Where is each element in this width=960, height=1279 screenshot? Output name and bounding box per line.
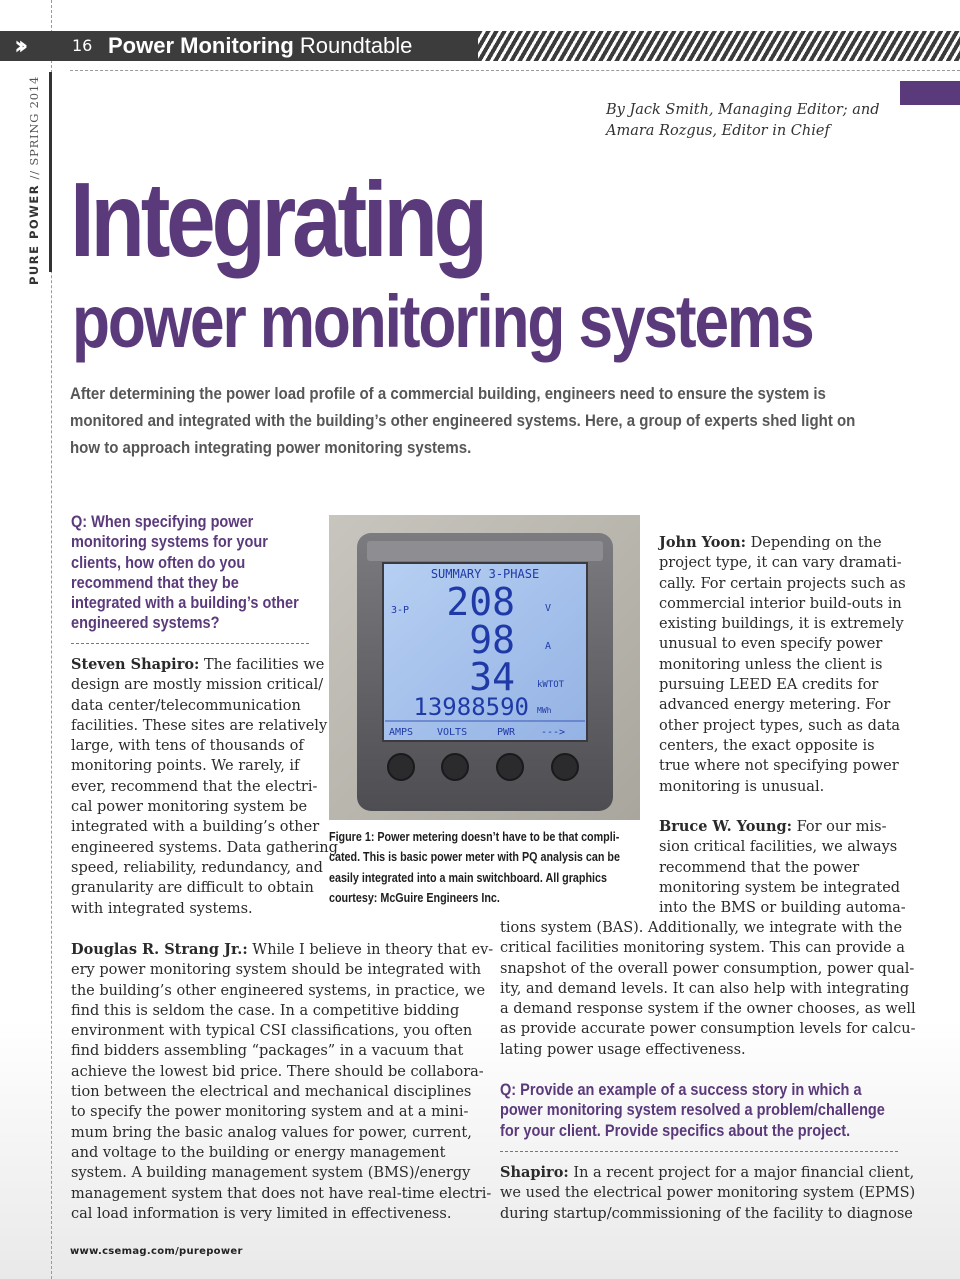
answer-line: ery power monitoring system should be integrated with xyxy=(71,962,482,979)
meter-bezel-top xyxy=(367,541,603,561)
question-line: integrated with a building’s other xyxy=(71,594,299,613)
answer-line: cal load information is very limited in effectiveness. xyxy=(71,1205,452,1222)
meter-menu-amps: AMPS xyxy=(389,727,414,738)
byline-line: By Jack Smith, Managing Editor; and xyxy=(606,102,880,118)
answer-line: centers, the exact opposite is xyxy=(659,737,875,754)
answer-line: achieve the lowest bid price. There should be collabora- xyxy=(71,1063,484,1080)
answer-line: engineered systems. Data gathering xyxy=(71,839,338,856)
answer-strang xyxy=(71,940,494,1224)
issue-label xyxy=(27,55,47,285)
question-2 xyxy=(500,1080,910,1141)
answer-line: with integrated systems. xyxy=(71,900,253,917)
answer-text: In a recent project for a major financial client, xyxy=(568,1165,915,1181)
accent-tab xyxy=(900,81,960,105)
answer-line: sion critical facilities, we always xyxy=(659,839,898,856)
publication-name: PURE POWER xyxy=(27,183,41,285)
section-title xyxy=(108,31,412,61)
answer-line: other project types, such as data xyxy=(659,717,901,734)
answer-shapiro-2 xyxy=(500,1163,916,1224)
answer-line: monitoring system be integrated xyxy=(659,879,901,896)
answer-line: facilities. These sites are relatively xyxy=(71,717,328,734)
deck-line: After determining the power load profile of a commercial building, engineers need to ensure the system is xyxy=(70,385,826,403)
question-line: power monitoring system resolved a problem/challenge xyxy=(500,1101,885,1120)
answer-text: While I believe in theory that ev- xyxy=(247,942,494,958)
headline-line-1: Integrating xyxy=(70,161,484,279)
answer-text: Depending on the xyxy=(746,535,882,551)
answer-line: tion between the electrical and mechanical disciplines xyxy=(71,1084,472,1101)
figure-caption xyxy=(329,827,649,908)
answer-text: The facilities we xyxy=(199,657,325,673)
question-line: Q: Provide an example of a success story in which a xyxy=(500,1081,862,1099)
answer-line: management system that does not have real-time electri- xyxy=(71,1185,492,1202)
double-chevron-right-icon: ›› xyxy=(14,31,22,61)
meter-button xyxy=(497,754,523,780)
answer-line: speed, reliability, redundancy, and xyxy=(71,859,323,876)
answer-line: tions system (BAS). Additionally, we integrate with the xyxy=(500,920,903,936)
caption-line: easily integrated into a main switchboard. All graphics xyxy=(329,870,607,885)
section-title-bold: Power Monitoring xyxy=(108,33,294,58)
answer-line: large, with tens of thousands of xyxy=(71,738,304,755)
question-line: for your client. Provide specifics about the project. xyxy=(500,1121,851,1140)
answer-first-line xyxy=(659,817,919,837)
answer-young xyxy=(659,817,919,918)
answer-line: design are mostly mission critical/ xyxy=(71,677,324,694)
header-hatch-pattern xyxy=(478,31,960,61)
question-1-rule xyxy=(71,643,309,644)
answer-line: the building’s other engineered systems, in practice, we xyxy=(71,982,486,999)
answer-line: monitoring is unusual. xyxy=(659,778,825,795)
speaker-name: John Yoon: xyxy=(659,534,746,551)
answer-first-line xyxy=(71,655,325,675)
meter-unit-amps: A xyxy=(545,641,552,652)
margin-bar xyxy=(49,72,52,272)
meter-unit-mwh: MWh xyxy=(537,706,552,715)
speaker-name: Steven Shapiro: xyxy=(71,656,200,673)
answer-line: integrated with a building’s other xyxy=(71,819,320,836)
meter-menu-volts: VOLTS xyxy=(437,727,468,738)
meter-power: 34 xyxy=(469,655,515,699)
answer-shapiro-1 xyxy=(71,655,338,919)
answer-line: advanced energy metering. For xyxy=(659,697,891,714)
answer-line: data center/telecommunication xyxy=(71,697,301,714)
deck-line: monitored and integrated with the building’s other engineered systems. Here, a group of experts shed light on xyxy=(70,412,856,430)
headline-line-2: power monitoring systems xyxy=(72,280,813,363)
meter-unit-volts: V xyxy=(545,603,552,614)
question-2-rule xyxy=(500,1151,898,1152)
meter-voltage: 208 xyxy=(446,580,515,624)
answer-first-line xyxy=(71,940,494,960)
section-title-light: Roundtable xyxy=(293,33,413,58)
byline-line: Amara Rozgus, Editor in Chief xyxy=(606,123,830,139)
question-line: Q: When specifying power xyxy=(71,513,254,531)
answer-line: true where not specifying power xyxy=(659,758,899,775)
caption-line: cated. This is basic power meter with PQ analysis can be xyxy=(329,850,620,865)
meter-menu-next: ---> xyxy=(541,727,566,738)
answer-line: as provide accurate power consumption levels for calcu- xyxy=(500,1021,916,1038)
question-line: monitoring systems for your xyxy=(71,533,268,552)
meter-energy: 13988590 xyxy=(413,693,529,721)
answer-line: and voltage to the building or energy management xyxy=(71,1144,446,1161)
answer-line: system. A building management system (BMS)/energy xyxy=(71,1165,471,1182)
speaker-name: Douglas R. Strang Jr.: xyxy=(71,941,248,958)
deck xyxy=(70,381,950,462)
caption-line: Figure 1: Power metering doesn’t have to be that compli- xyxy=(329,830,620,844)
answer-yoon xyxy=(659,533,919,797)
meter-unit-kw: kWTOT xyxy=(537,680,565,690)
answer-line: existing buildings, it is extremely xyxy=(659,616,904,633)
answer-line: snapshot of the overall power consumption, power qual- xyxy=(500,960,915,977)
answer-line: recommend that the power xyxy=(659,859,860,876)
figure-photo xyxy=(329,515,640,820)
answer-line: commercial interior build-outs in xyxy=(659,595,902,612)
page-number: 16 xyxy=(72,36,93,55)
answer-line: cal power monitoring system be xyxy=(71,799,308,816)
question-line: clients, how often do you xyxy=(71,553,246,572)
question-1 xyxy=(71,512,321,634)
answer-line: ity, and demand levels. It can also help with integrating xyxy=(500,980,910,997)
answer-line: find this is seldom the case. In a competitive bidding xyxy=(71,1002,460,1019)
answer-line: we used the electrical power monitoring system (EPMS) xyxy=(500,1185,916,1202)
meter-button xyxy=(552,754,578,780)
question-line: engineered systems? xyxy=(71,614,220,633)
answer-line: cally. For certain projects such as xyxy=(659,575,906,592)
meter-button xyxy=(442,754,468,780)
answer-line: monitoring unless the client is xyxy=(659,656,883,673)
answer-line: during startup/commissioning of the facility to diagnose xyxy=(500,1205,913,1222)
speaker-name: Bruce W. Young: xyxy=(659,818,792,835)
answer-line: a demand response system if the owner chooses, as well xyxy=(500,1001,916,1018)
speaker-name: Shapiro: xyxy=(500,1164,569,1181)
answer-line: find bidders assembling “packages” in a vacuum that xyxy=(71,1043,464,1060)
deck-line: how to approach integrating power monitoring systems. xyxy=(70,439,472,457)
answer-line: ever, recommend that the electri- xyxy=(71,778,318,795)
issue-date: // SPRING 2014 xyxy=(27,75,41,184)
section-header xyxy=(0,31,960,61)
meter-button xyxy=(388,754,414,780)
meter-menu-pwr: PWR xyxy=(497,727,516,738)
answer-text: For our mis- xyxy=(792,819,887,835)
meter-current: 98 xyxy=(469,618,515,662)
meter-left-tag: 3-P xyxy=(391,605,410,616)
answer-line: lating power usage effectiveness. xyxy=(500,1041,746,1058)
header-rule xyxy=(70,70,960,71)
answer-first-line xyxy=(659,533,919,553)
answer-line: into the BMS or building automa- xyxy=(659,900,906,917)
byline xyxy=(606,100,906,142)
question-line: recommend that they be xyxy=(71,573,239,592)
answer-line: granularity are difficult to obtain xyxy=(71,880,314,897)
answer-line: monitoring points. We rarely, if xyxy=(71,758,300,775)
power-meter-illustration xyxy=(329,515,640,820)
answer-line: environment with typical CSI classifications, you often xyxy=(71,1023,473,1040)
answer-line: mum bring the basic analog values for power, current, xyxy=(71,1124,472,1141)
footer-url[interactable]: www.csemag.com/purepower xyxy=(70,1246,243,1257)
answer-line: to specify the power monitoring system and at a mini- xyxy=(71,1104,469,1121)
answer-young-continued xyxy=(500,918,916,1060)
answer-line: critical facilities monitoring system. This can provide a xyxy=(500,940,905,957)
answer-line: pursuing LEED EA credits for xyxy=(659,677,879,694)
answer-line: unusual to even specify power xyxy=(659,636,883,653)
answer-line: project type, it can vary dramati- xyxy=(659,555,902,572)
meter-header: SUMMARY 3-PHASE xyxy=(430,567,540,581)
answer-first-line xyxy=(500,1163,915,1183)
caption-line: courtesy: McGuire Engineers Inc. xyxy=(329,890,500,905)
